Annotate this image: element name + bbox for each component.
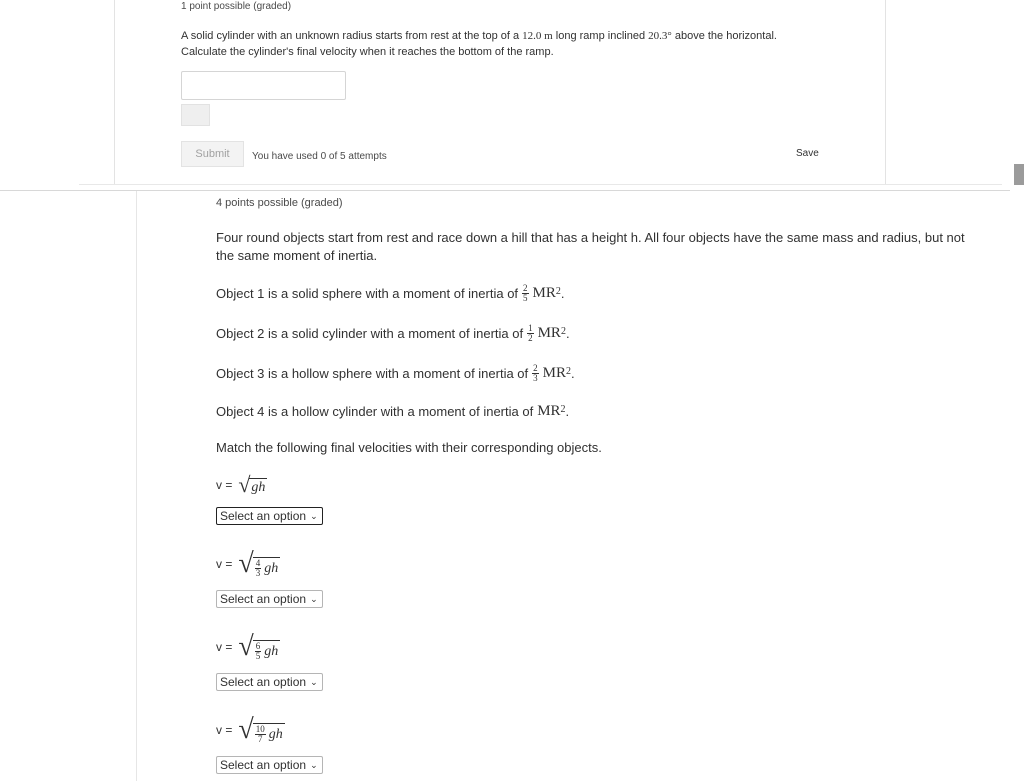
denominator: 5 [523,293,528,303]
submit-button[interactable]: Submit [181,141,244,167]
sqrt-icon: √ [238,548,254,579]
mr-symbol: MR [532,285,556,301]
velocity-equation-3 [216,633,280,661]
object-2-line [216,324,570,343]
denominator: 5 [255,651,261,661]
chevron-down-icon: ⌄ [310,759,318,770]
chevron-down-icon: ⌄ [310,593,318,604]
select-object-3[interactable] [216,673,323,691]
v-label: v = [216,723,233,737]
object-text: Object 2 is a solid cylinder with a moment of inertia of [216,326,524,341]
select-object-2[interactable] [216,590,323,608]
fraction [532,364,539,383]
exponent: 2 [560,404,566,415]
question-text: above the horizontal. Calculate the cylinder's final velocity when it reaches the bottom of the ramp. [181,30,777,58]
scrollbar-thumb[interactable] [1014,164,1024,185]
period: . [571,366,575,381]
fraction [522,284,529,303]
object-text: Object 3 is a hollow sphere with a moment of inertia of [216,366,529,381]
panel-left-border [136,191,137,781]
angle-value: 20.3° [648,30,672,42]
period: . [565,326,570,341]
fraction [255,725,266,744]
sqrt-expression [238,474,267,496]
answer-input[interactable] [181,71,346,100]
length-value: 12.0 m [522,30,553,42]
mr-symbol: MR [537,403,561,419]
sqrt-icon: √ [238,631,254,662]
chevron-down-icon: ⌄ [310,510,318,521]
period: . [560,286,565,301]
numerator: 1 [528,323,533,333]
sqrt-icon: √ [238,714,254,745]
select-label: Select an option [220,592,307,606]
problem-intro: Four round objects start from rest and race down a hill that has a height h. All four objects have the same mass and radius, but not the same moment of inertia. [216,230,965,263]
chevron-down-icon: ⌄ [310,676,318,687]
object-4-line [216,403,569,420]
sqrt-expression [238,716,284,744]
denominator: 7 [257,734,263,744]
object-3-line [216,364,575,383]
v-label: v = [216,557,233,571]
numerator: 2 [533,363,538,373]
exponent: 2 [560,326,566,337]
panel-bottom-border [79,184,1002,185]
mr-symbol: MR [537,325,561,341]
problem-text [181,28,781,60]
denominator: 3 [255,568,261,578]
numerator: 2 [523,283,528,293]
exponent: 2 [555,286,561,297]
mr-symbol: MR [542,365,566,381]
radicand [253,640,281,661]
gh: gh [264,643,279,659]
radicand [249,478,267,496]
velocity-equation-4 [216,716,285,744]
fraction [255,559,262,578]
instruction-text: Match the following final velocities with their corresponding objects. [216,440,602,455]
answer-status-button[interactable] [181,104,210,126]
sqrt-icon: √ [238,472,251,497]
sqrt-expression [238,633,280,661]
section-divider [0,190,1010,191]
denominator: 2 [528,333,533,343]
velocity-equation-1 [216,474,267,496]
v-label: v = [216,640,233,654]
gh: gh [268,726,283,742]
gh: gh [264,560,279,576]
object-text: Object 4 is a hollow cylinder with a moment of inertia of [216,404,534,419]
select-object-4[interactable] [216,756,323,774]
attempts-text: You have used 0 of 5 attempts [252,151,387,162]
numerator: 6 [255,641,261,651]
fraction [527,324,534,343]
select-label: Select an option [220,675,307,689]
velocity-equation-2 [216,550,280,578]
numerator: 4 [255,558,261,568]
problem-points: 4 points possible (graded) [216,197,343,209]
v-label: v = [216,478,233,492]
fraction [255,642,262,661]
denominator: 3 [533,373,538,383]
save-button[interactable]: Save [796,148,819,159]
period: . [565,404,570,419]
select-object-1[interactable] [216,507,323,525]
problem-points: 1 point possible (graded) [181,1,292,12]
radicand [253,723,285,744]
radicand [253,557,281,578]
select-label: Select an option [220,509,307,523]
question-text: A solid cylinder with an unknown radius starts from rest at the top of a [181,30,523,42]
object-1-line [216,284,565,303]
numerator: 10 [255,724,265,734]
question-text: long ramp inclined [552,30,649,42]
sqrt-expression [238,550,280,578]
select-label: Select an option [220,758,307,772]
object-text: Object 1 is a solid sphere with a moment of inertia of [216,286,519,301]
gh: gh [251,480,266,495]
exponent: 2 [566,366,571,377]
